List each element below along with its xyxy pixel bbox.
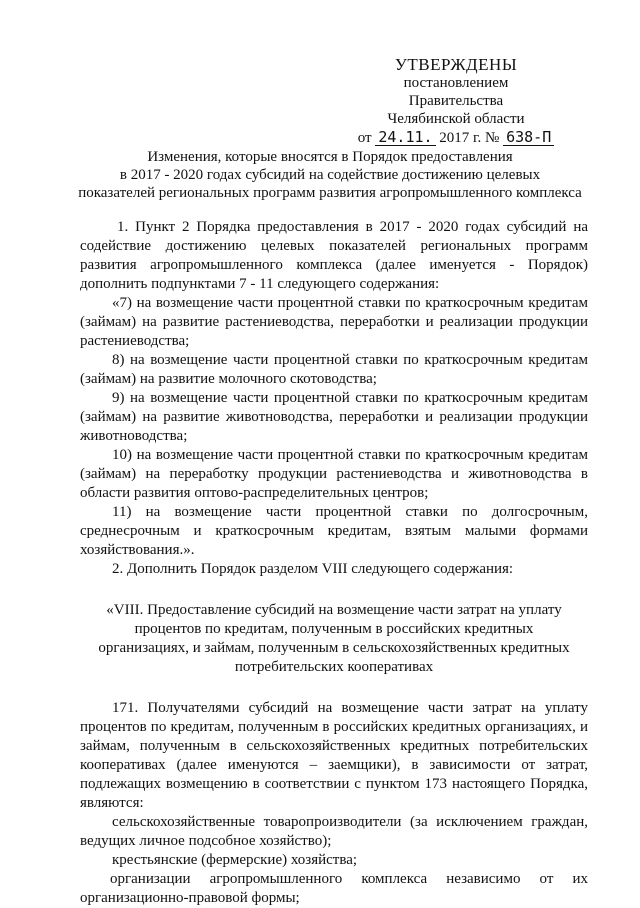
title-line-2: в 2017 - 2020 годах субсидий на содействие достижению целевых	[119, 167, 541, 183]
subitem-7: «7) на возмещение части процентной ставки по краткосрочным кредитам (займам) на развитие растениеводства, переработки и реализации продукции растениеводства;	[80, 295, 588, 349]
recipient-2: крестьянские (фермерские) хозяйства;	[112, 852, 358, 868]
handwritten-date: 24.11.	[375, 129, 435, 146]
word: агропромышленного	[209, 871, 343, 887]
paragraph-171: 171. Получателями субсидий на возмещение части затрат на уплату процентов по кредитам, полученным в российских кредитных организациях, и займам, полученным в сельскохозяйственных кредитных потребительских кооперативах (далее именуются – заемщики), в зависимости от затрат, подлежащих возмещению в соответствии с пунктом 173 настоящего Порядка, являются:	[80, 700, 588, 811]
date-year: 2017 г. №	[439, 130, 500, 146]
subitem-11: 11) на возмещение части процентной ставки по долгосрочным, среднесрочным и краткосрочным кредитам, взятым малыми формами хозяйствования.».	[80, 504, 588, 558]
approval-date-line	[356, 129, 556, 147]
word: независимо	[446, 871, 521, 887]
paragraph-item-2: 2. Дополнить Порядок разделом VIII следующего содержания:	[112, 561, 514, 577]
date-prefix: от	[357, 130, 372, 146]
recipient-3-first-line	[110, 870, 588, 889]
word: от	[539, 871, 554, 887]
subitem-10: 10) на возмещение части процентной ставки по краткосрочным кредитам (займам) на переработку продукции растениеводства и животноводства в области развития оптово-распределительных центров;	[80, 447, 588, 501]
word: организации	[110, 871, 191, 887]
recipient-3-tail: организационно-правовой формы;	[80, 890, 300, 906]
word: их	[572, 871, 588, 887]
subitem-9: 9) на возмещение части процентной ставки по краткосрочным кредитам (займам) на развитие животноводства, переработки и реализации продукции животноводства;	[80, 390, 588, 444]
recipient-1: сельскохозяйственные товаропроизводители (за исключением граждан, ведущих личное подсобное хозяйство);	[80, 814, 588, 849]
subitem-8: 8) на возмещение части процентной ставки по краткосрочным кредитам (займам) на развитие молочного скотоводства;	[80, 352, 588, 387]
section-viii-title: «VIII. Предоставление субсидий на возмещение части затрат на уплату процентов по кредитам, полученным в российских кредитных организациях, и займам, полученным в сельскохозяйственных кредитных потребительских кооперативах	[98, 602, 570, 675]
handwritten-number: 638-П	[503, 129, 554, 146]
title-line-3: показателей региональных программ развития агропромышленного комплекса	[78, 185, 582, 201]
paragraph-item-1: 1. Пункт 2 Порядка предоставления в 2017 - 2020 годах субсидий на содействие достижению целевых показателей региональных программ развития агропромышленного комплекса (далее именуется - Порядок) дополнить подпунктами 7 - 11 следующего содержания:	[80, 219, 588, 292]
document-body	[80, 218, 588, 908]
approval-heading: УТВЕРЖДЕНЫ	[394, 55, 518, 74]
approval-line-2: Челябинской области	[387, 111, 525, 127]
word: комплекса	[361, 871, 428, 887]
document-title	[70, 148, 590, 202]
title-line-1: Изменения, которые вносятся в Порядок предоставления	[147, 149, 513, 165]
approval-line-1: постановлением Правительства	[403, 75, 509, 109]
approval-stamp	[356, 56, 556, 147]
